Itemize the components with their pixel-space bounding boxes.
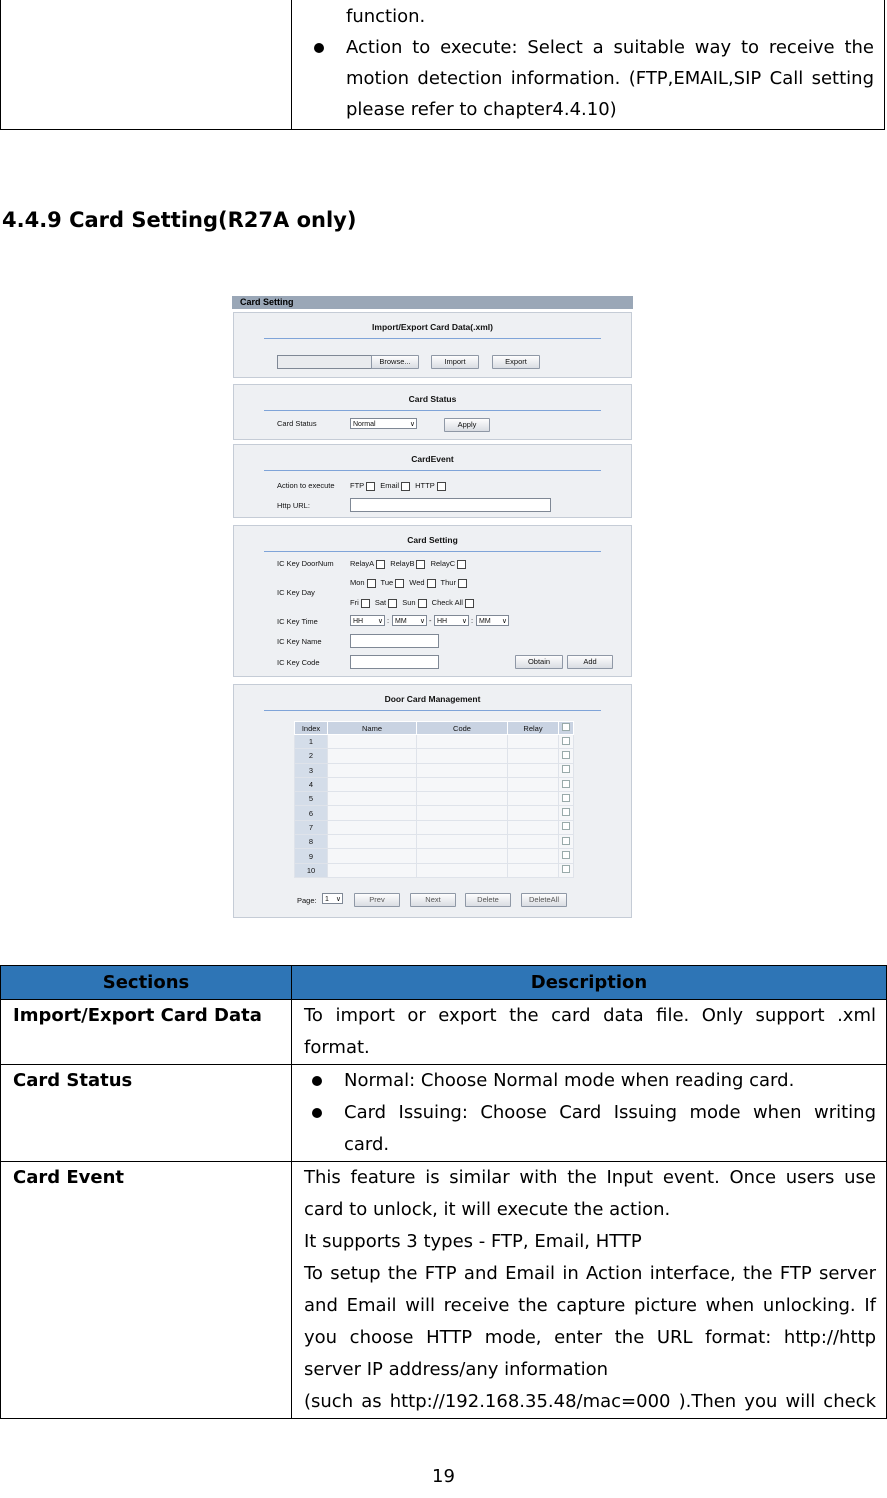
continuation-description-cell	[292, 0, 885, 130]
start-minute-select[interactable]	[392, 615, 427, 626]
row-index: 9	[295, 849, 328, 863]
action-options	[350, 481, 449, 491]
bullet-text: Card Issuing: Choose Card Issuing mode when writing card.	[344, 1102, 876, 1155]
row-select-cell[interactable]	[559, 820, 574, 834]
description-header: Description	[292, 966, 887, 1000]
time-label: IC Key Time	[277, 617, 318, 626]
section-description	[292, 1065, 887, 1162]
http-url-input[interactable]	[350, 498, 551, 512]
table-row[interactable]	[295, 777, 574, 791]
thur-checkbox[interactable]	[458, 579, 467, 588]
description-line: you choose HTTP mode, enter the URL format: http://http	[304, 1327, 876, 1348]
row-index: 1	[295, 735, 328, 749]
row-select-cell[interactable]	[559, 749, 574, 763]
end-minute-select[interactable]	[476, 615, 509, 626]
tue-checkbox[interactable]	[395, 579, 404, 588]
row-index: 8	[295, 835, 328, 849]
row-select-cell[interactable]	[559, 849, 574, 863]
table-row[interactable]	[295, 849, 574, 863]
code-cell	[417, 863, 508, 877]
relay-cell	[508, 777, 559, 791]
name-cell	[328, 735, 417, 749]
description-line: To setup the FTP and Email in Action interface, the FTP server	[304, 1263, 876, 1284]
key-code-label: IC Key Code	[277, 658, 320, 667]
section-description	[292, 1162, 887, 1419]
relay-a-checkbox[interactable]	[376, 560, 385, 569]
code-cell	[417, 835, 508, 849]
row-checkbox[interactable]	[562, 865, 570, 873]
name-cell	[328, 749, 417, 763]
column-header[interactable]: Index	[295, 722, 328, 735]
mon-checkbox[interactable]	[367, 579, 376, 588]
door-num-label: IC Key DoorNum	[277, 559, 334, 568]
obtain-button[interactable]: Obtain	[515, 655, 563, 669]
import-button[interactable]: Import	[431, 355, 479, 369]
row-checkbox[interactable]	[562, 751, 570, 759]
end-hour-value: HH	[437, 618, 448, 625]
row-select-cell[interactable]	[559, 792, 574, 806]
door-card-table	[294, 721, 574, 878]
relay-cell	[508, 835, 559, 849]
day-options-row1	[350, 578, 470, 588]
relay-cell	[508, 820, 559, 834]
divider	[264, 470, 601, 471]
bullet-text: Normal: Choose Normal mode when reading card.	[344, 1070, 795, 1091]
name-cell	[328, 763, 417, 777]
export-button[interactable]: Export	[492, 355, 540, 369]
continuation-bullet	[306, 32, 874, 125]
code-cell	[417, 849, 508, 863]
code-cell	[417, 792, 508, 806]
time-colon: :	[471, 616, 474, 625]
sections-table	[0, 965, 887, 1419]
card-status-label: Card Status	[277, 419, 317, 428]
relay-b-checkbox[interactable]	[416, 560, 425, 569]
file-path-input[interactable]	[277, 355, 372, 369]
description-line: and Email will receive the capture picture when unlocking. If	[304, 1295, 876, 1316]
card-status-value: Normal	[353, 421, 376, 428]
row-index: 6	[295, 806, 328, 820]
http-checkbox[interactable]	[437, 482, 446, 491]
column-header[interactable]: Code	[417, 722, 508, 735]
card-setting-panel	[233, 525, 632, 677]
day-label: IC Key Day	[277, 588, 315, 597]
table-row[interactable]	[295, 820, 574, 834]
wed-checkbox[interactable]	[427, 579, 436, 588]
table-row[interactable]	[295, 735, 574, 749]
row-checkbox[interactable]	[562, 808, 570, 816]
column-header[interactable]: Relay	[508, 722, 559, 735]
row-checkbox[interactable]	[562, 780, 570, 788]
description-line: format.	[304, 1037, 370, 1058]
key-code-input[interactable]	[350, 655, 439, 669]
page-number: 19	[432, 1466, 455, 1487]
continuation-table	[0, 0, 885, 130]
name-cell	[328, 863, 417, 877]
thur-label: Thur	[440, 578, 456, 587]
sections-header: Sections	[1, 966, 292, 1000]
code-cell	[417, 777, 508, 791]
add-button[interactable]: Add	[567, 655, 613, 669]
table-row[interactable]	[295, 863, 574, 877]
row-index: 10	[295, 863, 328, 877]
row-checkbox[interactable]	[562, 765, 570, 773]
door-card-management-panel	[233, 684, 632, 918]
section-name: Card Status	[1, 1065, 292, 1162]
relay-options	[350, 559, 469, 569]
row-index: 5	[295, 792, 328, 806]
email-label: Email	[380, 481, 400, 490]
end-minute-value: MM	[479, 618, 491, 625]
description-line: To import or export the card data file. Only support .xml	[304, 1005, 876, 1026]
table-row[interactable]	[295, 763, 574, 777]
prev-button[interactable]: Prev	[354, 893, 400, 907]
relay-cell	[508, 763, 559, 777]
code-cell	[417, 763, 508, 777]
row-select-cell[interactable]	[559, 835, 574, 849]
description-line: It supports 3 types - FTP, Email, HTTP	[304, 1231, 642, 1252]
time-colon: :	[387, 616, 390, 625]
row-checkbox[interactable]	[562, 851, 570, 859]
chevron-down-icon: ∨	[335, 896, 341, 903]
row-index: 3	[295, 763, 328, 777]
column-header[interactable]: Name	[328, 722, 417, 735]
start-hour-select[interactable]	[350, 615, 385, 626]
card-status-select[interactable]	[350, 418, 417, 429]
key-name-label: IC Key Name	[277, 637, 322, 646]
page-value: 1	[325, 896, 329, 903]
relay-cell	[508, 806, 559, 820]
code-cell	[417, 735, 508, 749]
row-select-cell[interactable]	[559, 806, 574, 820]
wed-label: Wed	[409, 578, 425, 587]
relay-cell	[508, 849, 559, 863]
http-url-label: Http URL:	[277, 501, 310, 510]
browse-button[interactable]: Browse...	[371, 355, 419, 369]
divider	[264, 710, 601, 711]
row-index: 7	[295, 820, 328, 834]
row-index: 4	[295, 777, 328, 791]
key-name-input[interactable]	[350, 634, 439, 648]
section-name: Import/Export Card Data	[1, 1000, 292, 1065]
row-checkbox[interactable]	[562, 794, 570, 802]
http-label: HTTP	[415, 481, 435, 490]
mon-label: Mon	[350, 578, 365, 587]
description-line: (such as http://192.168.35.48/mac=000 ).Then you will check	[304, 1391, 876, 1412]
relay-c-checkbox[interactable]	[457, 560, 466, 569]
table-row[interactable]	[295, 792, 574, 806]
card-event-title: CardEvent	[411, 454, 454, 464]
chevron-down-icon: ∨	[409, 421, 415, 428]
table-row	[1, 1065, 887, 1162]
select-all-column[interactable]	[559, 722, 574, 735]
time-dash: -	[429, 616, 432, 625]
divider	[264, 410, 601, 411]
name-cell	[328, 849, 417, 863]
table-row[interactable]	[295, 806, 574, 820]
description-line: card to unlock, it will execute the action.	[304, 1199, 671, 1220]
delete-all-button[interactable]: DeleteAll	[521, 893, 567, 907]
relay-c-label: RelayC	[430, 559, 456, 568]
continuation-bullet-text: Action to execute: Select a suitable way to receive the motion detection information. (FTP,EMAIL,SIP Call setting please refer to chapter4.4.10)	[346, 37, 874, 120]
next-button[interactable]: Next	[410, 893, 456, 907]
code-cell	[417, 749, 508, 763]
description-bullet	[304, 1065, 876, 1097]
card-setting-screenshot	[232, 296, 633, 918]
relay-b-label: RelayB	[390, 559, 415, 568]
email-checkbox[interactable]	[401, 482, 410, 491]
bullet-icon	[312, 1076, 322, 1086]
relay-a-label: RelayA	[350, 559, 375, 568]
row-index: 2	[295, 749, 328, 763]
import-export-panel	[233, 312, 632, 378]
door-card-title: Door Card Management	[384, 694, 481, 704]
ftp-checkbox[interactable]	[366, 482, 375, 491]
chevron-down-icon: ∨	[377, 618, 383, 625]
card-setting-title: Card Setting	[407, 535, 458, 545]
section-name: Card Event	[1, 1162, 292, 1419]
table-row	[1, 1162, 887, 1419]
chevron-down-icon: ∨	[501, 618, 507, 625]
name-cell	[328, 835, 417, 849]
divider	[264, 551, 601, 552]
table-row[interactable]	[295, 749, 574, 763]
section-description	[292, 1000, 887, 1065]
sun-checkbox[interactable]	[418, 599, 427, 608]
sat-label: Sat	[374, 598, 387, 607]
row-checkbox[interactable]	[562, 737, 570, 745]
apply-button[interactable]: Apply	[444, 418, 490, 432]
end-hour-select[interactable]	[434, 615, 469, 626]
action-label: Action to execute	[277, 481, 335, 490]
chevron-down-icon: ∨	[461, 618, 467, 625]
row-checkbox[interactable]	[562, 837, 570, 845]
table-row	[1, 1000, 887, 1065]
import-export-title: Import/Export Card Data(.xml)	[372, 322, 493, 332]
name-cell	[328, 820, 417, 834]
check-all-checkbox[interactable]	[465, 599, 474, 608]
card-status-title: Card Status	[408, 394, 457, 404]
select-all-checkbox[interactable]	[562, 723, 570, 731]
ftp-label: FTP	[350, 481, 365, 490]
divider	[264, 338, 601, 339]
description-bullet	[304, 1097, 876, 1161]
sun-label: Sun	[402, 598, 416, 607]
description-line: This feature is similar with the Input event. Once users use	[304, 1167, 876, 1188]
check-all-label: Check All	[431, 598, 463, 607]
code-cell	[417, 806, 508, 820]
bullet-icon	[312, 1108, 322, 1118]
name-cell	[328, 792, 417, 806]
day-options-row2	[350, 598, 477, 608]
screenshot-title: Card Setting	[232, 296, 633, 309]
code-cell	[417, 820, 508, 834]
card-status-panel	[233, 384, 632, 440]
row-select-cell[interactable]	[559, 777, 574, 791]
start-hour-value: HH	[353, 618, 364, 625]
card-event-panel	[233, 444, 632, 518]
sat-checkbox[interactable]	[388, 599, 397, 608]
continuation-line: function.	[346, 6, 426, 27]
continuation-section-cell	[1, 0, 292, 130]
name-cell	[328, 777, 417, 791]
name-cell	[328, 806, 417, 820]
bullet-icon	[314, 43, 324, 53]
fri-label: Fri	[350, 598, 359, 607]
page-select[interactable]	[322, 893, 343, 904]
relay-cell	[508, 792, 559, 806]
row-select-cell[interactable]	[559, 763, 574, 777]
description-line: server IP address/any information	[304, 1359, 609, 1380]
fri-checkbox[interactable]	[361, 599, 370, 608]
delete-button[interactable]: Delete	[465, 893, 511, 907]
page-label: Page:	[297, 896, 317, 905]
section-heading: 4.4.9 Card Setting(R27A only)	[2, 208, 357, 232]
chevron-down-icon: ∨	[419, 618, 425, 625]
row-checkbox[interactable]	[562, 822, 570, 830]
start-minute-value: MM	[395, 618, 407, 625]
table-row[interactable]	[295, 835, 574, 849]
relay-cell	[508, 749, 559, 763]
tue-label: Tue	[380, 578, 394, 587]
row-select-cell[interactable]	[559, 735, 574, 749]
row-select-cell[interactable]	[559, 863, 574, 877]
relay-cell	[508, 735, 559, 749]
relay-cell	[508, 863, 559, 877]
